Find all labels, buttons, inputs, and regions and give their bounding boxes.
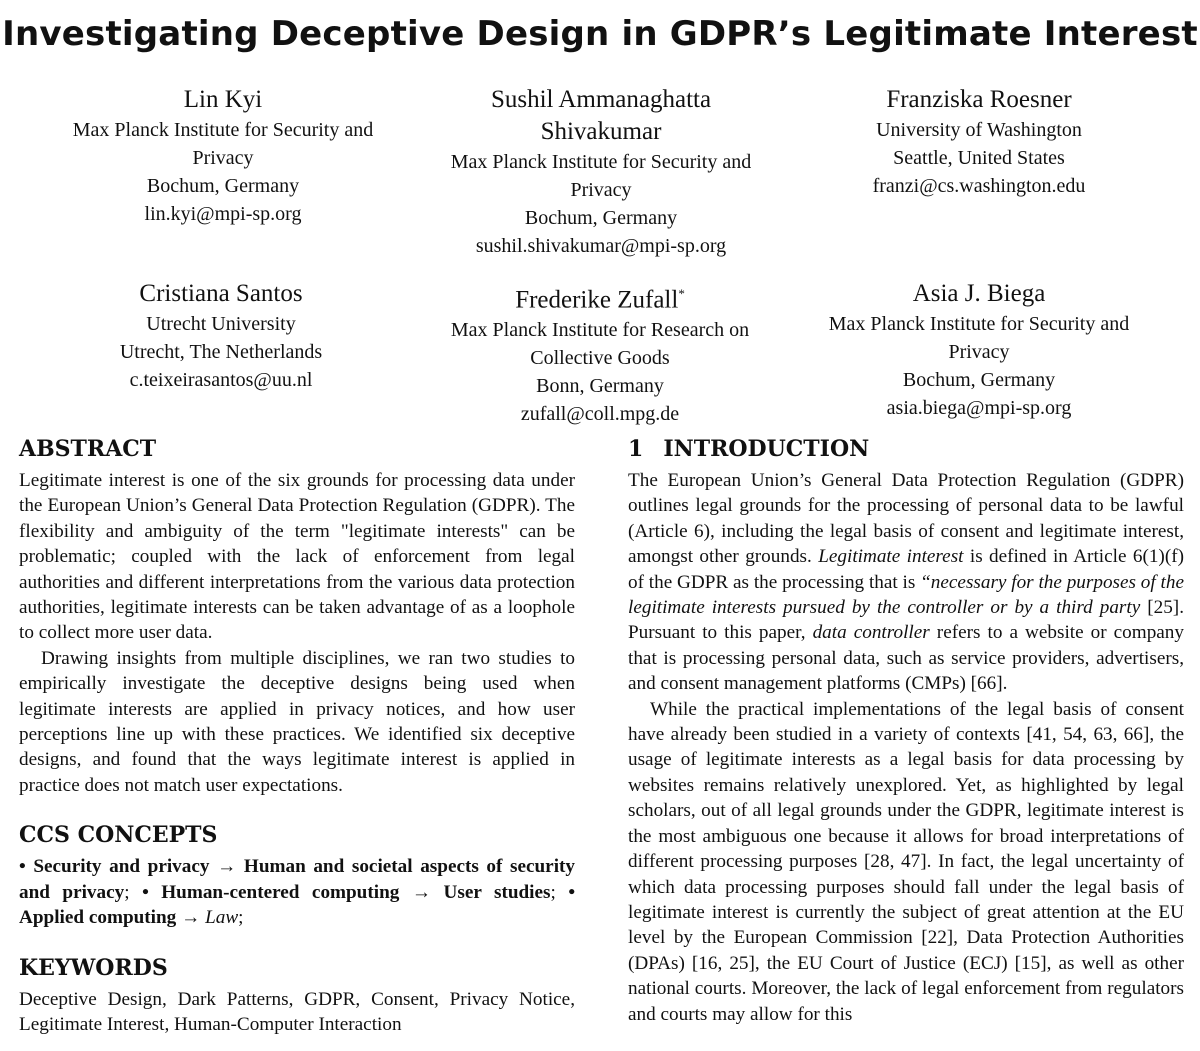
introduction-paragraph	[628, 468, 1184, 697]
author-name: Lin Kyi	[183, 86, 263, 113]
ccs-term: • Applied computing	[19, 881, 576, 929]
text-run-italic: Legitimate interest	[818, 546, 964, 568]
ccs-term: • Security and privacy	[19, 856, 210, 878]
quote-italic: “necessary for the purposes of the legitimate interests pursued by the controller or by a third party	[628, 571, 1184, 619]
text-run-italic: data controller	[812, 622, 930, 644]
ccs-concepts-text	[19, 854, 575, 930]
author-name: Shivakumar	[540, 118, 662, 145]
author-email: c.teixeirasantos@uu.nl	[129, 369, 313, 391]
text-run: [25]. Pursuant to this paper,	[628, 597, 1184, 644]
author-affiliation: Max Planck Institute for Security and	[72, 119, 374, 141]
author-name: Cristiana Santos	[139, 280, 303, 307]
author-name	[400, 278, 800, 316]
author-block-asia-biega	[779, 278, 1179, 422]
ccs-term: • Human-centered computing	[142, 881, 400, 903]
author-name: Franziska Roesner	[886, 86, 1072, 113]
author-affiliation: Privacy	[192, 147, 254, 169]
arrow-icon: →	[217, 856, 237, 878]
abstract-heading: ABSTRACT	[19, 436, 157, 462]
author-email: sushil.shivakumar@mpi-sp.org	[475, 235, 727, 257]
right-column	[628, 434, 1184, 1027]
author-affiliation: Privacy	[570, 179, 632, 201]
abstract-paragraph: Drawing insights from multiple disciplines, we ran two studies to empirically investigate the deceptive designs being used when legitimate interests are applied in privacy notices, and how user perceptions line up with these practices. We identified six deceptive designs, and found that the ways legitimate interest is applied in practice does not match user expectations.	[19, 647, 575, 796]
author-block-lin-kyi	[23, 84, 423, 228]
author-block-sushil-shivakumar	[401, 84, 801, 260]
author-block-frederike-zufall	[400, 278, 800, 428]
author-affiliation: Max Planck Institute for Research on	[450, 319, 750, 342]
keywords-text: Deceptive Design, Dark Patterns, GDPR, Consent, Privacy Notice, Legitimate Interest, Human-Computer Interaction	[19, 988, 575, 1035]
author-footnote-mark: *	[678, 286, 685, 301]
paper-title: Investigating Deceptive Design in GDPR’s Legitimate Interest	[2, 14, 1198, 54]
author-email: lin.kyi@mpi-sp.org	[144, 203, 302, 225]
ccs-separator: ;	[238, 907, 244, 929]
author-affiliation: Max Planck Institute for Security and	[828, 313, 1130, 335]
ccs-term: Law	[205, 907, 239, 929]
author-location: Bochum, Germany	[902, 369, 1056, 391]
author-name-text: Frederike Zufall	[515, 286, 679, 314]
author-name: Asia J. Biega	[912, 280, 1046, 307]
author-email: asia.biega@mpi-sp.org	[886, 397, 1072, 419]
author-affiliation: Privacy	[948, 341, 1010, 363]
author-block-franziska-roesner	[779, 84, 1179, 200]
author-location: Bonn, Germany	[536, 375, 664, 398]
author-affiliation: University of Washington	[876, 119, 1082, 141]
left-column	[19, 434, 575, 1037]
section-title: INTRODUCTION	[663, 436, 870, 462]
ccs-term: Human and societal aspects of security and privacy	[19, 856, 576, 903]
ccs-separator: ;	[550, 881, 556, 903]
author-email: zufall@coll.mpg.de	[520, 403, 680, 426]
ccs-concepts-heading: CCS CONCEPTS	[19, 822, 218, 849]
text-run: is defined in Article 6(1)(f) of the GDPR as the processing that is	[628, 546, 1184, 593]
arrow-icon: →	[181, 907, 201, 929]
author-affiliation: Utrecht University	[146, 313, 296, 335]
ccs-term: User studies	[443, 881, 551, 903]
ccs-separator: ;	[124, 881, 130, 903]
author-affiliation: Max Planck Institute for Security and	[450, 151, 752, 173]
text-run: refers to a website or company that is processing personal data, such as service providers, advertisers, and consent management platforms (CMPs) [66].	[628, 622, 1184, 695]
section-number: 1	[628, 436, 644, 462]
abstract-paragraph: Legitimate interest is one of the six grounds for processing data under the European Union’s General Data Protection Regulation (GDPR). The flexibility and ambiguity of the term "legitimate interests" can be problematic; coupled with the lack of enforcement from legal authorities and different interpretations from the various data protection authorities, legitimate interests can be taken advantage of as a loophole to collect more user data.	[19, 470, 575, 644]
introduction-heading	[628, 434, 1184, 464]
author-location: Seattle, United States	[893, 147, 1065, 169]
introduction-paragraph: While the practical implementations of the legal basis of consent have already been studied in a variety of contexts [41, 54, 63, 66], the usage of legitimate interests as a legal basis for data processing by websites remains relatively unexplored. Yet, as highlighted by legal scholars, out of all legal grounds under the GDPR, legitimate interest is the most ambiguous one because it allows for broad interpretations of different processing purposes [28, 47]. In fact, the legal uncertainty of which data processing purposes should fall under the legal basis of legitimate interest is currently the subject of great attention at the EU level by the European Commission [22], Data Protection Authorities (DPAs) [16, 25], the EU Court of Justice (ECJ) [15], as well as other national courts. Moreover, the lack of legal enforcement from regulators and courts may allow for this	[628, 698, 1184, 1025]
author-affiliation: Collective Goods	[530, 347, 670, 370]
author-email: franzi@cs.washington.edu	[872, 175, 1086, 197]
author-name: Sushil Ammanaghatta	[490, 86, 712, 113]
keywords-heading: KEYWORDS	[19, 954, 168, 981]
text-run: The European Union’s General Data Protection Regulation (GDPR) outlines legal grounds for the processing of personal data to be lawful (Article 6), including the legal basis of consent and legitimate interest, amongst other grounds.	[628, 470, 1184, 568]
author-location: Bochum, Germany	[146, 175, 300, 197]
author-location: Bochum, Germany	[524, 207, 678, 229]
arrow-icon: →	[411, 881, 432, 903]
author-location: Utrecht, The Netherlands	[119, 341, 323, 363]
author-block-cristiana-santos	[21, 278, 421, 394]
